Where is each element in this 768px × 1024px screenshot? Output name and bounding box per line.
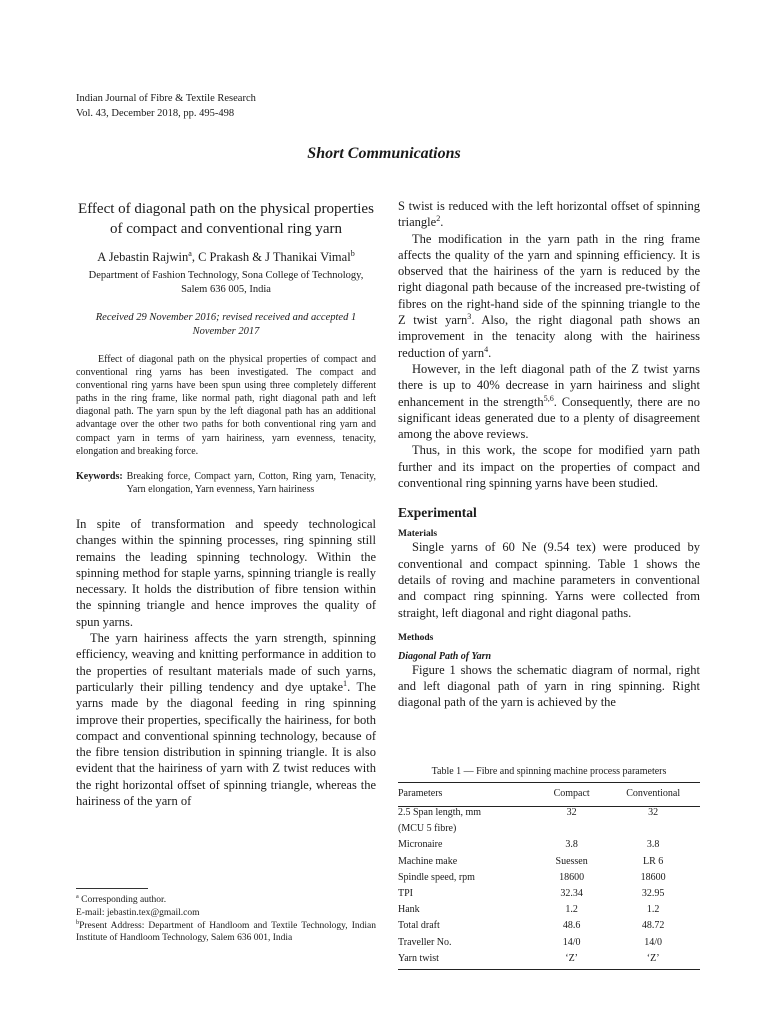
table-header-row [398,783,700,807]
header-compact: Compact [537,783,606,807]
author-separator: & [249,250,266,264]
table-cell: 32 [648,807,659,818]
author-name: A Jebastin Rajwin [97,250,189,264]
parameters-table [398,782,700,970]
table-row [398,904,700,920]
author-separator: , [191,250,199,264]
article-title: Effect of diagonal path on the physical properties of compact and conventional ring yarn [78,201,374,237]
abstract: Effect of diagonal path on the physical properties of compact and conventional ring yarns has been investigated. The compact and conventional ring yarns have been spun using three completely different paths in the ring frame, like normal path, right diagonal path and left diagonal path. The yarn spun by the left diagonal path has an additional advantage over the other two paths for both conventional ring yarn and compact yarn in terms of yarn hairiness, yarn evenness, tenacity, elongation and breaking force. [76,354,376,457]
table-cell: (MCU 5 fibre) [398,823,457,835]
methods-heading: Methods [398,632,434,643]
experimental-heading: Experimental [398,505,477,521]
right-paragraph-1 [398,198,700,231]
table-cell: Suessen [555,855,588,867]
keywords-text: Breaking force, Compact yarn, Cotton, Ring yarn, Tenacity, Yarn elongation, Yarn evenness, Yarn hairiness [126,470,376,495]
rp2-text-c: . [488,345,492,360]
table-cell: 32.95 [641,887,665,899]
journal-header [76,92,256,121]
footnote-email: E-mail: jebastin.tex@gmail.com [76,907,200,918]
table-cell: 32.34 [560,887,583,899]
table-row [398,856,700,872]
table-cell: LR 6 [643,855,664,867]
table-cell: 1.2 [565,904,578,916]
table-row [398,823,700,839]
diagonal-path-heading: Diagonal Path of Yarn [398,650,492,662]
table-cell: 14/0 [644,936,663,948]
author-list [76,249,376,266]
journal-volume: Vol. 43, December 2018, pp. 495-498 [76,107,235,119]
table-cell: 32 [566,807,577,818]
citation-3: 3 [467,311,472,321]
citation-2: 2 [436,214,441,224]
footnote-corresponding-text: Corresponding author. [78,895,167,905]
table-row [398,839,700,855]
intro-p2-text-b: . The yarns made by the diagonal feeding in ring spinning improve their properties, specifically the hairiness, for both compact and conventional spinning technology, because of the fibre tension distribution in spinning triangle. It is also evident that the hairiness of yarn with Z twist reduces with the right horizontal offset of spinning triangle, whereas the hairiness of the yarn of [76,679,376,808]
author-affiliation-mark: a [188,248,192,258]
intro-p2-text-a: The yarn hairiness affects the yarn strength, spinning efficiency, weaving and knitting performance in addition to the properties of resultant materials made of such yarns, particularly their pilling tendency and dye uptake [76,631,376,694]
rp3-text-a: However, in the left diagonal path of the Z twist yarns there is up to 40% decrease in yarn hairiness and slight enhancement in the strength [398,361,700,409]
keywords-label: Keywords: [76,470,123,482]
header-conventional: Conventional [606,783,700,807]
rp3-text-b: . Consequently, there are no significant ideas generated due to a plenty of disagreement among the above reviews. [398,394,700,442]
table-cell: Yarn twist [398,953,537,970]
table-cell: 48.6 [562,920,581,932]
table-row [398,937,700,953]
citation-5-6: 5,6 [543,393,554,403]
affiliation: Department of Fashion Technology, Sona College of Technology, Salem 636 005, India [88,270,364,295]
footnote-present-text: Present Address: Department of Handloom and Textile Technology, Indian Institute of Handloom Technology, Salem 636 001, India [76,920,376,944]
intro-paragraph-1: In spite of transformation and speedy technological changes within the spinning processes, ring spinning still remains the leading spinning technology. Within the spinning method for staple yarns, spinning triangle is really necessary. It holds the distribution of fibre tension within the spinning triangle and hence improves the quality of spun yarns. [76,516,376,629]
right-paragraph-4: Thus, in this work, the scope for modified yarn path further and its impact on the properties of compact and conventional ring spinning yarns have been studied. [398,443,700,491]
header-parameters: Parameters [398,783,537,807]
table-cell: Traveller No. [398,936,452,948]
rp1-text-a: S twist is reduced with the left horizontal offset of spinning triangle [398,199,700,230]
citation-4: 4 [484,344,489,354]
right-paragraph-3 [398,361,700,442]
footnote-corresponding [76,894,376,907]
author-name: J Thanikai Vimal [265,250,351,264]
table-cell: 3.8 [565,839,578,851]
table-cell: 48.72 [641,920,665,932]
footnote-mark-b: b [76,919,80,926]
table-cell: 1.2 [646,904,660,916]
diagonal-path-paragraph: Figure 1 shows the schematic diagram of normal, right and left diagonal path of yarn in ring spinning. Right diagonal path of the yarn is achieved by the [398,662,700,710]
table-cell: Hank [398,904,420,916]
table-cell: Spindle speed, rpm [398,871,475,883]
journal-name: Indian Journal of Fibre & Textile Research [76,93,256,104]
rp2-text-a: The modification in the yarn path in the ring frame affects the quality of the yarn and spinning efficiency. It is observed that the hairiness of the yarn is reduced by the right diagonal path because of the increased pre-twisting of fibres on the right-hand side of the spinning triangle to the Z twist yarn [398,231,700,328]
rp2-text-b: . Also, the right diagonal path shows an improvement in the tenacity along with the hairiness reduction of yarn [398,313,700,360]
intro-paragraph-2 [76,630,376,809]
left-column [76,200,376,809]
footnotes [76,888,376,945]
table-cell [606,823,700,839]
table-caption: Table 1 — Fibre and spinning machine process parameters [431,766,667,777]
author-name: C Prakash [198,250,250,264]
table-1 [398,766,700,970]
received-dates: Received 29 November 2016; revised received and accepted 1 November 2017 [95,312,357,337]
footnote-present-address [76,920,376,946]
citation-1: 1 [343,678,348,688]
table-cell: 2.5 Span length, mm [398,807,482,818]
table-row [398,953,700,970]
table-cell: 18600 [640,871,666,883]
table-cell [537,823,606,839]
materials-paragraph: Single yarns of 60 Ne (9.54 tex) were produced by conventional and compact spinning. Table 1 shows the details of roving and machine parameters in conventional and compact ring spinning. Yarns were collected from straight, left diagonal and right diagonal paths. [398,540,700,620]
table-cell: 14/0 [562,936,581,948]
table-cell: ‘Z’ [537,953,606,970]
keywords [76,470,376,496]
table-cell: 3.8 [646,839,660,851]
table-row [398,807,700,824]
table-row [398,888,700,904]
right-column [398,198,700,711]
table-cell: ‘Z’ [606,953,700,970]
section-title: Short Communications [307,145,461,162]
table-row [398,920,700,936]
materials-heading: Materials [398,529,438,540]
footnote-rule [76,888,148,889]
rp1-text-b: . [440,215,444,230]
author-affiliation-mark: b [350,248,355,258]
table-row [398,872,700,888]
table-cell: Total draft [398,920,440,932]
footnote-mark-a: a [76,893,79,900]
table-cell: Micronaire [398,839,443,851]
right-paragraph-2 [398,231,700,361]
table-cell: 18600 [559,871,585,883]
table-cell: Machine make [398,855,458,867]
table-cell: TPI [398,887,413,899]
